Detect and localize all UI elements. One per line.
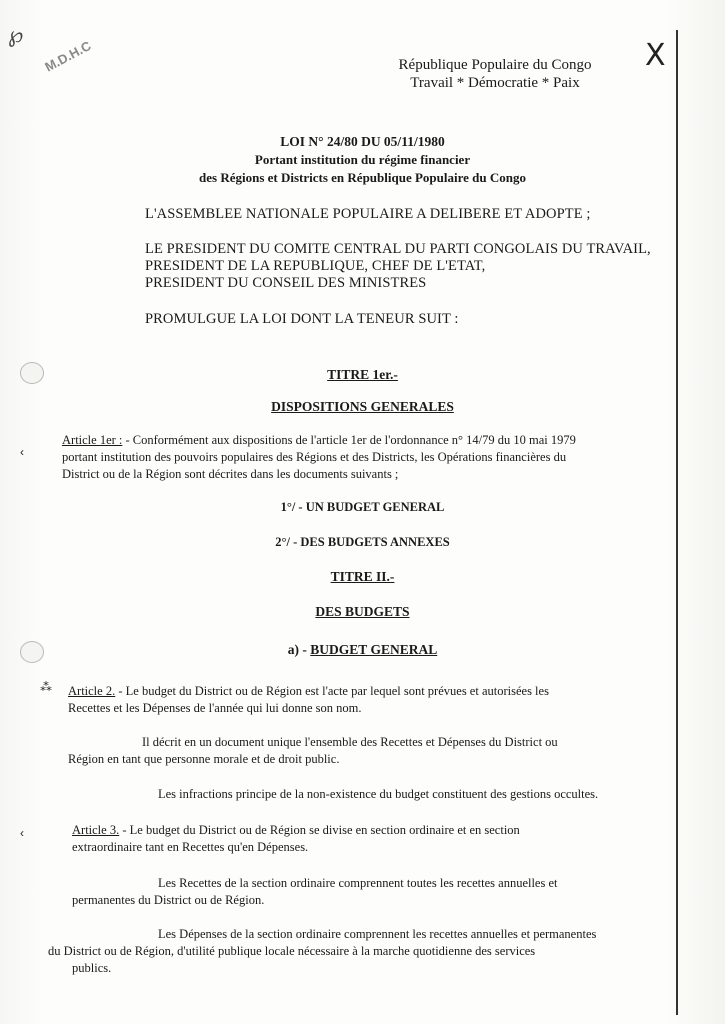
margin-scribble-article-2: ⁂ [40, 680, 52, 694]
section-a-prefix: a) - [287, 642, 311, 657]
article-3-line-2: extraordinaire tant en Recettes qu'en Dépenses. [72, 840, 309, 854]
article-2-para-2-line-1: Il décrit en un document unique l'ensemble des Recettes et Dépenses du District ou [142, 735, 558, 749]
preamble-promulgue: PROMULGUE LA LOI DONT LA TENEUR SUIT : [145, 311, 459, 327]
article-2-text-1: - Le budget du District ou de Région est l'acte par lequel sont prévues et autorisées les [118, 684, 549, 698]
titre-2-heading: TITRE II.- [330, 569, 395, 584]
national-motto: Travail * Démocratie * Paix [410, 75, 580, 91]
republic-name: République Populaire du Congo [398, 57, 592, 73]
article-1-line-2: portant institution des pouvoirs populaires des Régions et des Districts, les Opérations financières du [62, 450, 567, 464]
titre-1-heading: TITRE 1er.- [327, 367, 398, 382]
section-a-title: BUDGET GENERAL [310, 642, 438, 657]
article-2-label: Article 2. [68, 684, 116, 698]
article-1-item-2: 2°/ - DES BUDGETS ANNEXES [275, 535, 450, 549]
article-3-para-3-line-1: Les Dépenses de la section ordinaire comprennent les recettes annuelles et permanentes [158, 927, 597, 941]
preamble-president-3: PRESIDENT DU CONSEIL DES MINISTRES [145, 275, 427, 291]
margin-scribble: ℘ [8, 22, 24, 47]
article-1-item-1: 1°/ - UN BUDGET GENERAL [280, 500, 445, 514]
article-2-line-2: Recettes et les Dépenses de l'année qui lui donne son nom. [68, 701, 362, 715]
margin-tick-article-3: ‹ [20, 826, 24, 840]
article-3-para-3-line-2: du District ou de Région, d'utilité publique locale nécessaire à la marche quotidienne des services [48, 944, 536, 958]
article-3-line-1 [72, 822, 520, 840]
law-subtitle-1: Portant institution du régime financier [254, 152, 471, 167]
margin-rule-line [676, 30, 678, 1015]
article-1-line-1 [62, 432, 702, 450]
law-number: LOI N° 24/80 DU 05/11/1980 [280, 134, 445, 149]
margin-tick-article-1: ‹ [20, 445, 24, 459]
preamble-president-2: PRESIDENT DE LA REPUBLIQUE, CHEF DE L'ETAT, [145, 258, 486, 274]
titre-2-subheading: DES BUDGETS [315, 604, 410, 619]
article-2-para-3: Les infractions principe de la non-existence du budget constituent des gestions occultes. [158, 787, 599, 801]
ministry-stamp [42, 10, 167, 115]
article-3-para-2-line-1: Les Recettes de la section ordinaire comprennent toutes les recettes annuelles et [158, 876, 558, 890]
margin-x-mark: X [645, 38, 666, 73]
article-3-text-1: - Le budget du District ou de Région se divise en section ordinaire et en section [122, 823, 520, 837]
article-1-text-1: - Conformément aux dispositions de l'article 1er de l'ordonnance n° 14/79 du 10 mai 1979 [125, 433, 576, 447]
article-3-label: Article 3. [72, 823, 120, 837]
article-2-para-2-line-2: Région en tant que personne morale et de droit public. [68, 752, 340, 766]
section-a-heading [0, 642, 725, 658]
law-subtitle-2: des Régions et Districts en République Populaire du Congo [199, 170, 526, 185]
titre-1-subheading: DISPOSITIONS GENERALES [271, 399, 454, 414]
article-1-label: Article 1er : [62, 433, 123, 447]
preamble-president-1: LE PRESIDENT DU COMITE CENTRAL DU PARTI CONGOLAIS DU TRAVAIL, [145, 241, 651, 257]
article-3-para-2-line-2: permanentes du District ou de Région. [72, 893, 265, 907]
article-1-line-3: District ou de la Région sont décrites dans les documents suivants ; [62, 467, 399, 481]
preamble-assembly: L'ASSEMBLEE NATIONALE POPULAIRE A DELIBERE ET ADOPTE ; [145, 206, 591, 222]
article-3-para-3-line-3: publics. [72, 961, 112, 975]
article-2-line-1 [68, 683, 549, 701]
stamp-text: M.D.H.C [42, 37, 94, 75]
